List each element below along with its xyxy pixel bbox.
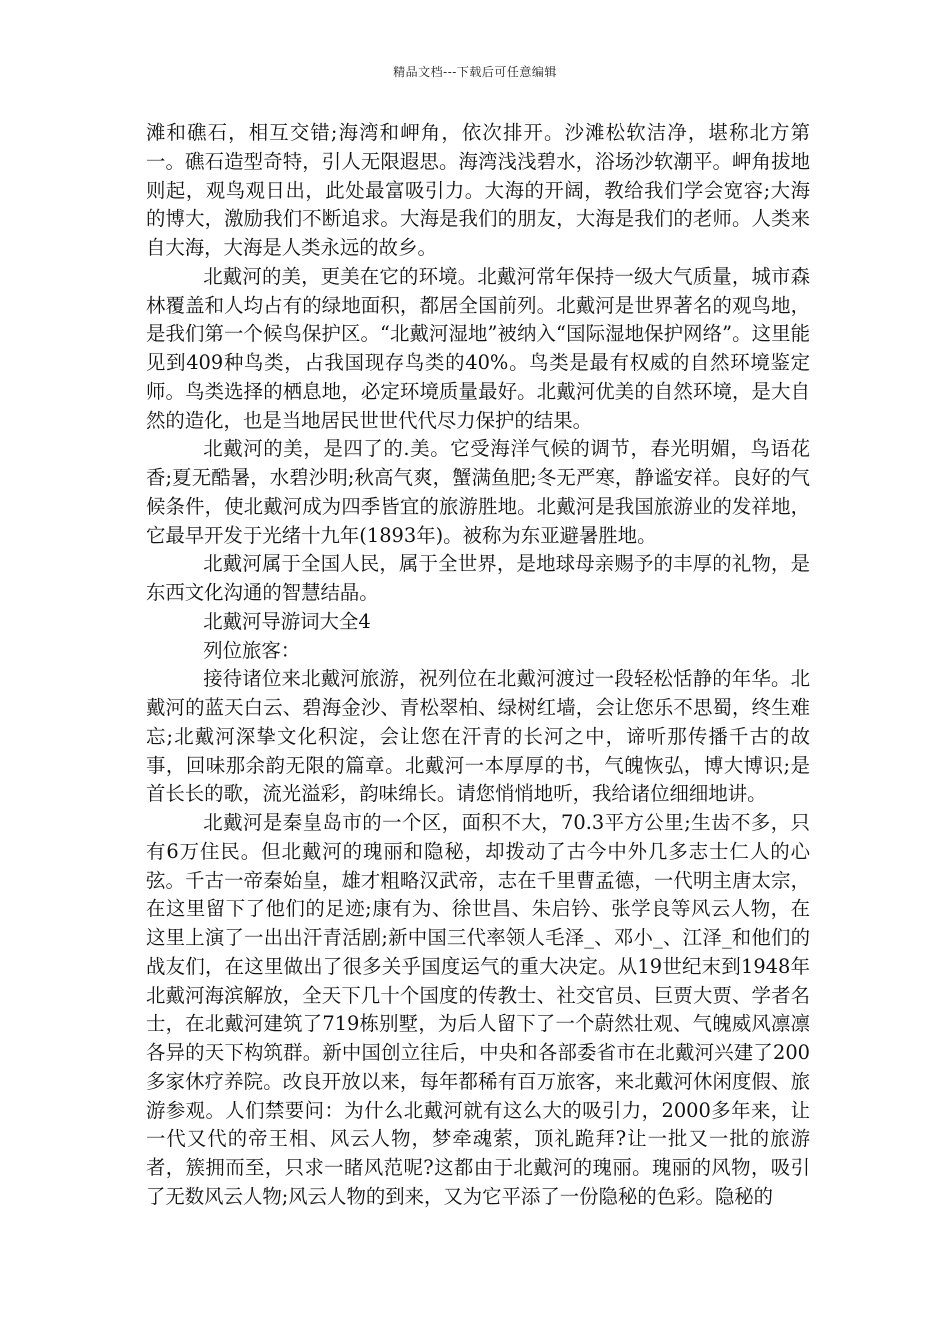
paragraph: 接待诸位来北戴河旅游，祝列位在北戴河渡过一段轻松恬静的年华。北戴河的蓝天白云、碧海金沙、青松翠柏、绿树红墙，会让您乐不思蜀，终生难忘;北戴河深挚文化积淀，会让您在汗青的长河之中，谛听那传播千古的故事，回味那余韵无限的篇章。北戴河一本厚厚的书，气魄恢弘，博大博识;是首长长的歌，流光溢彩，韵味绵长。请您悄悄地听，我给诸位细细地讲。 <box>146 667 810 806</box>
paragraph: 北戴河的美，是四了的.美。它受海洋气候的调节，春光明媚，鸟语花香;夏无酷暑，水碧沙明;秋高气爽，蟹满鱼肥;冬无严寒，静谧安祥。良好的气候条件，使北戴河成为四季皆宜的旅游胜地。北戴河是我国旅游业的发祥地，它最早开发于光绪十九年(1893年)。被称为东亚避暑胜地。 <box>146 437 810 547</box>
paragraph: 北戴河是秦皇岛市的一个区，面积不大，70.3平方公里;生齿不多，只有6万住民。但北戴河的瑰丽和隐秘，却拨动了古今中外几多志士仁人的心弦。千古一帝秦始皇，雄才粗略汉武帝，志在千里曹孟德，一代明主唐太宗，在这里留下了他们的足迹;康有为、徐世昌、朱启钤、张学良等风云人物，在这里上演了一出出汗青活剧;新中国三代率领人毛泽_、邓小_、江泽_和他们的战友们，在这里做出了很多关乎国度运气的重大决定。从19世纪末到1948年北戴河海滨解放，全天下几十个国度的传教士、社交官员、巨贾大贾、学者名士，在北戴河建筑了719栋别墅，为后人留下了一个蔚然壮观、气魄威风凛凛各异的天下构筑群。新中国创立往后，中央和各部委省市在北戴河兴建了200多家休疗养院。改良开放以来，每年都稀有百万旅客，来北戴河休闲度假、旅游参观。人们禁要问：为什么北戴河就有这么大的吸引力，2000多年来，让一代又代的帝王相、风云人物，梦牵魂萦，顶礼跪拜?让一批又一批的旅游者，簇拥而至，只求一睹风范呢?这都由于北戴河的瑰丽。瑰丽的风物，吸引了无数风云人物;风云人物的到来，又为它平添了一份隐秘的色彩。隐秘的 <box>146 811 810 1208</box>
paragraph: 北戴河的美，更美在它的环境。北戴河常年保持一级大气质量，城市森林覆盖和人均占有的绿地面积，都居全国前列。北戴河是世界著名的观鸟地，是我们第一个候鸟保护区。“北戴河湿地”被纳入“国际湿地保护网络”。这里能见到409种鸟类，占我国现存鸟类的40%。鸟类是最有权威的自然环境鉴定师。鸟类选择的栖息地，必定环境质量最好。北戴河优美的自然环境，是大自然的造化，也是当地居民世世代代尽力保护的结果。 <box>146 264 810 432</box>
salutation: 列位旅客： <box>203 638 301 662</box>
paragraph: 北戴河属于全国人民，属于全世界，是地球母亲赐予的丰厚的礼物，是东西文化沟通的智慧结晶。 <box>146 552 810 604</box>
paragraph-continuation: 滩和礁石，相互交错;海湾和岬角，依次排开。沙滩松软洁净，堪称北方第一。礁石造型奇特，引人无限遐思。海湾浅浅碧水，浴场沙软潮平。岬角拔地则起，观鸟观日出，此处最富吸引力。大海的开阔，教给我们学会宽容;大海的博大，激励我们不断追求。大海是我们的朋友，大海是我们的老师。人类来自大海，大海是人类永远的故乡。 <box>146 121 810 259</box>
document-body <box>146 119 810 1212</box>
section-heading: 北戴河导游词大全4 <box>203 609 371 633</box>
page-header: 精品文档---下载后可任意编辑 <box>393 65 557 79</box>
